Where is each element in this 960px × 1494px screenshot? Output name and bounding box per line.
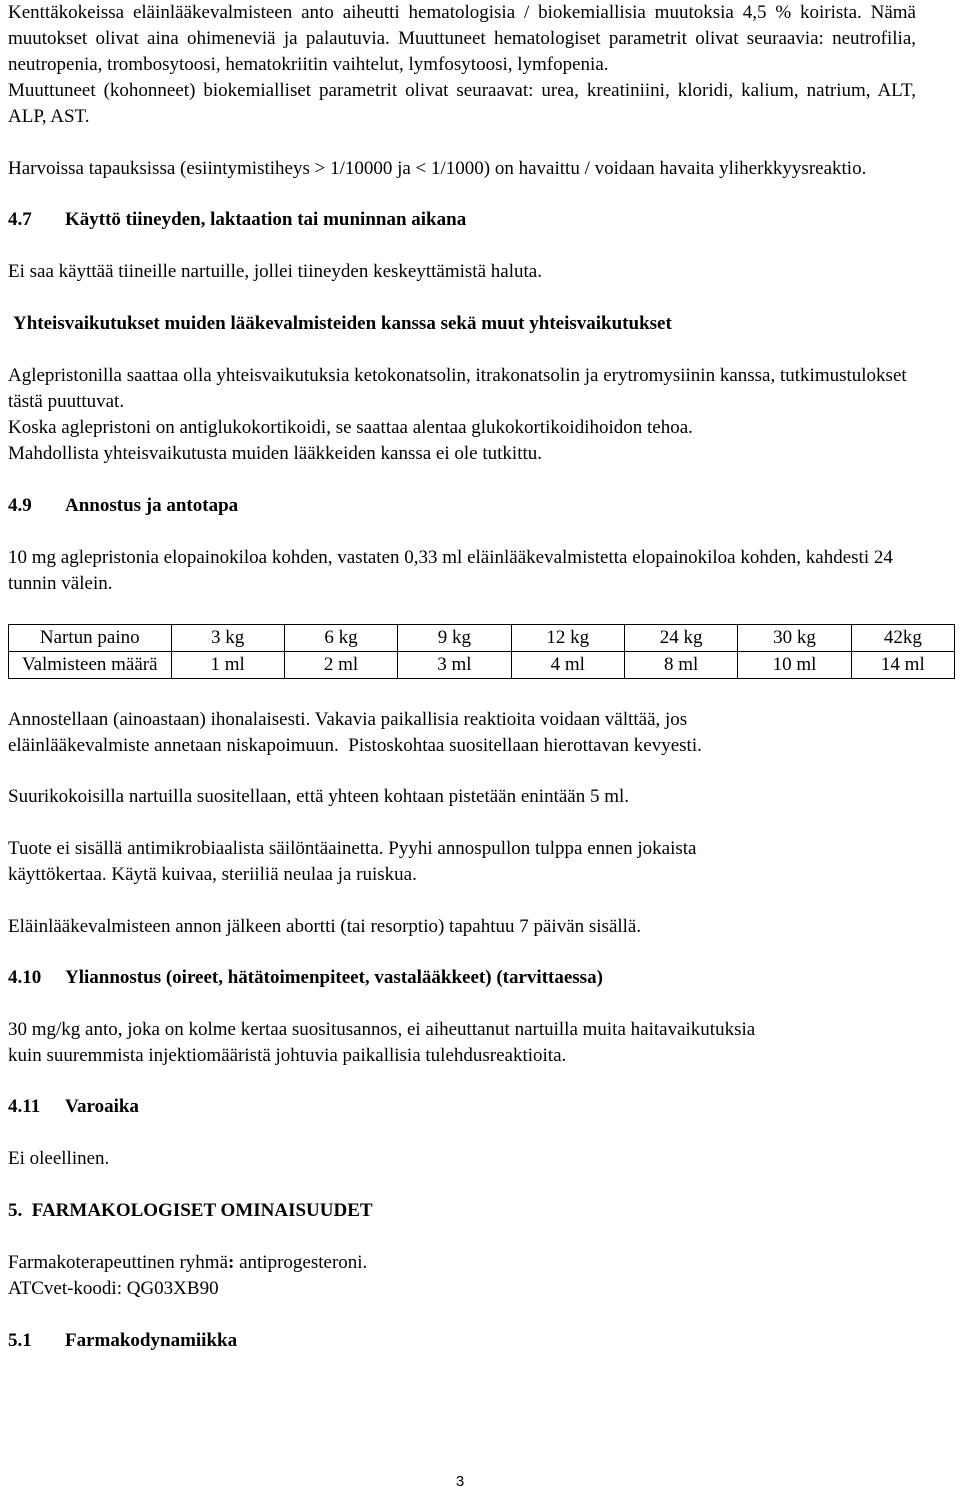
section-4-9-paragraph-2b: eläinlääkevalmiste annetaan niskapoimuun. Pistoskohtaa suositellaan hierottavan kevyesti. xyxy=(8,735,702,756)
table-cell: 4 ml xyxy=(511,652,624,679)
document-page xyxy=(8,0,925,1354)
section-4-9-paragraph-4a: Tuote ei sisällä antimikrobiaalista säilöntäainetta. Pyyhi annospullon tulppa ennen jokaista xyxy=(8,838,697,859)
section-4-8-paragraph-2: Koska aglepristoni on antiglukokortikoidi, se saattaa alentaa glukokortikoidihoidon tehoa. xyxy=(8,417,693,438)
table-cell: 42kg xyxy=(851,625,954,652)
section-4-10-paragraph-1a: 30 mg/kg anto, joka on kolme kertaa suositusannos, ei aiheuttanut nartuilla muita haitavaikutuksia xyxy=(8,1019,756,1040)
table-cell: 6 kg xyxy=(284,625,397,652)
section-5-group-colon: : xyxy=(228,1252,235,1273)
table-cell: 3 kg xyxy=(171,625,284,652)
section-4-11-title: Varoaika xyxy=(65,1096,139,1117)
section-4-9-paragraph-1: 10 mg aglepristonia elopainokiloa kohden, vastaten 0,33 ml eläinlääkevalmistetta elopainokiloa kohden, kahdesti 24 tunnin välein. xyxy=(8,547,893,594)
section-4-9-paragraph-3: Suurikokoisilla nartuilla suositellaan, että yhteen kohtaan pistetään enintään 5 ml. xyxy=(8,786,630,807)
section-4-10-paragraph-1b: kuin suuremmista injektiomääristä johtuvia paikallisia tulehdusreaktioita. xyxy=(8,1045,567,1066)
section-4-7-number: 4.7 xyxy=(8,209,32,230)
table-cell: 10 ml xyxy=(738,652,851,679)
section-5-1-heading xyxy=(8,1328,916,1354)
section-4-9-title: Annostus ja antotapa xyxy=(65,495,239,516)
section-4-7-text: Ei saa käyttää tiineille nartuille, jollei tiineyden keskeyttämistä haluta. xyxy=(8,261,542,282)
section-5-heading: 5. FARMAKOLOGISET OMINAISUUDET xyxy=(8,1200,373,1221)
intro-paragraph-3: Harvoissa tapauksissa (esiintymistiheys > 1/10000 ja < 1/1000) on havaittu / voidaan havaita yliherkkyysreaktio. xyxy=(8,158,867,179)
section-5-group-label: Farmakoterapeuttinen ryhmä xyxy=(8,1252,229,1273)
section-5-1-number: 5.1 xyxy=(8,1330,32,1351)
section-4-9-number: 4.9 xyxy=(8,495,32,516)
section-4-7-heading xyxy=(8,207,916,233)
section-4-11-heading xyxy=(8,1094,916,1120)
section-4-9-paragraph-4b: käyttökertaa. Käytä kuivaa, steriiliä neulaa ja ruiskua. xyxy=(8,864,417,885)
table-row-amount xyxy=(9,652,955,679)
table-cell: 12 kg xyxy=(511,625,624,652)
table-cell: 8 ml xyxy=(624,652,737,679)
section-4-9-heading xyxy=(8,493,916,519)
section-4-9-paragraph-2a: Annostellaan (ainoastaan) ihonalaisesti. Vakavia paikallisia reaktioita voidaan välttää, jos xyxy=(8,709,688,730)
section-5-atc-code: ATCvet-koodi: QG03XB90 xyxy=(8,1278,219,1299)
table-cell: 30 kg xyxy=(738,625,851,652)
section-4-8-paragraph-3: Mahdollista yhteisvaikutusta muiden lääkkeiden kanssa ei ole tutkittu. xyxy=(8,443,543,464)
section-4-11-text: Ei oleellinen. xyxy=(8,1148,110,1169)
page-number: 3 xyxy=(455,1473,465,1490)
table-cell: 9 kg xyxy=(398,625,511,652)
table-cell: 1 ml xyxy=(171,652,284,679)
section-4-10-number: 4.10 xyxy=(8,967,42,988)
table-row-weight xyxy=(9,625,955,652)
section-4-11-number: 4.11 xyxy=(8,1096,41,1117)
section-4-8-paragraph-1: Aglepristonilla saattaa olla yhteisvaikutuksia ketokonatsolin, itrakonatsolin ja erytromysiinin kanssa, tutkimustulokset tästä puuttuvat. xyxy=(8,365,907,412)
section-4-8-heading: Yhteisvaikutukset muiden lääkevalmisteiden kanssa sekä muut yhteisvaikutukset xyxy=(13,313,672,334)
section-4-10-title: Yliannostus (oireet, hätätoimenpiteet, vastalääkkeet) (tarvittaessa) xyxy=(65,967,603,988)
section-5-1-title: Farmakodynamiikka xyxy=(65,1330,238,1351)
section-5-group-value: antiprogesteroni. xyxy=(234,1252,368,1273)
table-cell: Nartun paino xyxy=(9,625,172,652)
section-5-group xyxy=(8,1250,916,1276)
table-cell: Valmisteen määrä xyxy=(9,652,172,679)
intro-paragraph-2: Muuttuneet (kohonneet) biokemialliset parametrit olivat seuraavat: urea, kreatiniini, kloridi, kalium, natrium, ALT, ALP, AST. xyxy=(8,80,916,127)
section-4-7-title: Käyttö tiineyden, laktaation tai muninnan aikana xyxy=(65,209,467,230)
table-cell: 14 ml xyxy=(851,652,954,679)
section-4-10-heading xyxy=(8,965,916,991)
section-4-9-paragraph-5: Eläinlääkevalmisteen annon jälkeen abortti (tai resorptio) tapahtuu 7 päivän sisällä. xyxy=(8,916,642,937)
table-cell: 24 kg xyxy=(624,625,737,652)
table-cell: 3 ml xyxy=(398,652,511,679)
intro-paragraph-1: Kenttäkokeissa eläinlääkevalmisteen anto aiheutti hematologisia / biokemiallisia muutoksia 4,5 % koirista. Nämä muutokset olivat aina ohimeneviä ja palautuvia. Muuttuneet hematologiset parametrit olivat seuraavia: neutrofilia, neutropenia, trombosytoosi, hematokriitin vaihtelut, lymfosytoosi, lymfopenia. xyxy=(8,2,916,75)
dosage-table xyxy=(8,624,955,679)
table-cell: 2 ml xyxy=(284,652,397,679)
